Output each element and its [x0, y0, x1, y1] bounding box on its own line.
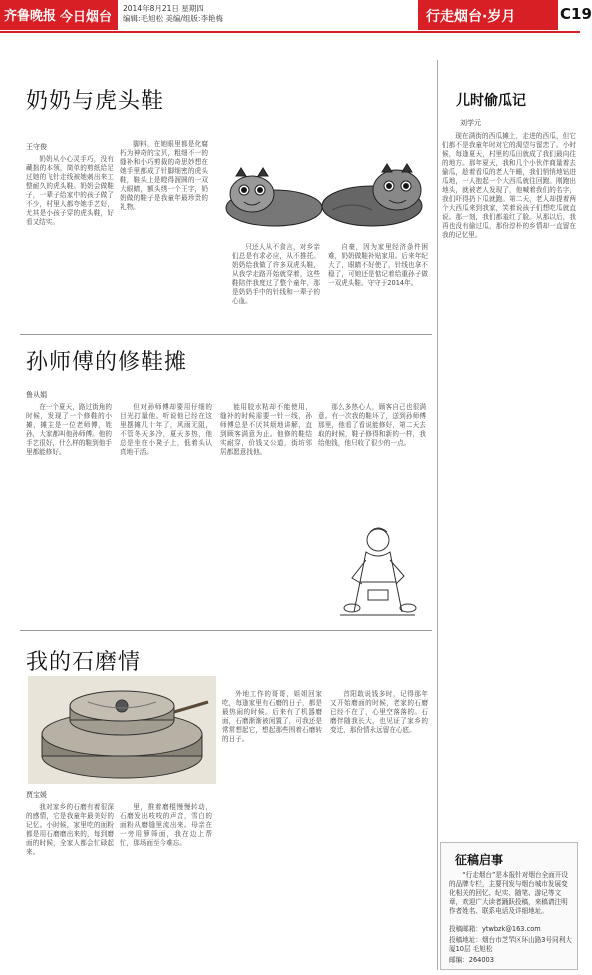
article-text-column — [328, 243, 428, 328]
article-text-column — [120, 140, 208, 325]
notice-body: “行走烟台”是本报针对烟台全面开设的品牌专栏，主要刊发与烟台城市发展变化相关的回忆、纪实、随笔、游记等文章，欢迎广大读者踊跃投稿，来稿请注明作者姓名、联系电话及详细地址。 — [449, 871, 568, 915]
section-name: 今日烟台 — [60, 10, 113, 25]
tiger-shoes-illustration — [222, 150, 427, 235]
article-text-column — [26, 155, 114, 325]
article-author-grandma: 王守俊 — [26, 143, 47, 151]
article-author-cobbler: 鲁从娟 — [26, 391, 47, 399]
article-text-column — [26, 403, 112, 621]
issue-date: 2014年8月21日 星期四 — [123, 4, 204, 13]
notice-address: 投稿地址：烟台市芝罘区环山路3号同利大厦10层 毛旭松 — [449, 936, 572, 953]
article-paragraph: 我对家乡的石磨有着很深的感情，它是我童年最美好的记忆。小时候，家里吃的面粉都是用石磨磨出来的，每到磨面的时候，全家人都会忙碌起来。 — [26, 803, 114, 856]
cobbler-illustration — [330, 520, 425, 622]
masthead-rule — [0, 31, 580, 33]
sidebar-divider — [437, 60, 438, 970]
article-author-millstone: 贾宝媛 — [26, 791, 47, 799]
article-title-grandma: 奶奶与虎头鞋 — [26, 89, 165, 114]
article-text-column — [120, 403, 212, 621]
article-paragraph: 首阳敢说钱多时，记得那年又开始磨面的时候，老家的石磨已经不在了，心里空落落的。石磨伴随我长大，也见证了家乡的变迁，那份情永远留在心底。 — [330, 690, 428, 734]
page-number: C19 — [560, 5, 592, 23]
article-paragraph: 脚料，在她眼里都是化腐朽为神奇的宝贝，粗细不一的缝补和小巧剪裁的奇思妙想在她手里都成了针脚细密的虎头鞋，鞋头上是瞪得溜圆的一双大眼睛，额头绣一个王字，奶奶做的鞋子是我童年最珍贵的礼物。 — [120, 140, 208, 211]
article-paragraph: 那么多热心人，顾客自己也很满意。有一次我的鞋坏了，送到孙师傅那里，他看了看说能修好，第二天去取的时候，鞋子修得和新的一样，我给他钱，他只收了很少的一点。 — [318, 403, 426, 447]
article-text-column — [222, 690, 322, 970]
section-divider — [20, 334, 432, 335]
article-paragraph: 只还人从不食言，对乡亲们总是有求必应，从不推托。奶奶给我做了许多双虎头鞋，从我学走路开始就穿着，这些鞋陪伴我度过了整个童年，那是奶奶手中的针线和一辈子的心血。 — [232, 243, 320, 305]
article-paragraph: 里，推着磨棍慢慢转动，石磨发出吱吱的声音，雪白的面粉从磨缝里流出来。母亲在一旁用箩筛面，我在边上帮忙，那场面至今难忘。 — [120, 803, 212, 847]
notice-zip: 邮编：264003 — [449, 956, 494, 964]
article-title-millstone: 我的石磨情 — [26, 650, 142, 675]
notice-email: 投稿邮箱：ytwbzk@163.com — [449, 925, 541, 933]
newspaper-logo: 齐鲁晚报 — [4, 9, 57, 24]
sidebar-article-author: 刘学元 — [460, 119, 481, 127]
notice-title: 征稿启事 — [455, 853, 504, 867]
article-paragraph: 现在满街的西瓜摊上，走进的西瓜，但它们都不是我童年时对它的渴望与留恋了。小时候，每逢夏天，村里的瓜田就成了我们最向往的地方。那年夏天，我和几个小伙伴商量着去偷瓜，趁着看瓜的老人午睡，我们悄悄地钻进瓜地，一人抱起一个大西瓜就往回跑。刚跑出地头，就被老人发现了，他喊着我们的名字，我们吓得扔下瓜就跑。第二天，老人却提着两个大西瓜来到我家，笑着说孩子们想吃瓜就直说。那一刻，我们都羞红了脸。从那以后，我再也没有偷过瓜，那份淳朴的乡情却一直留在我的记忆里。 — [442, 132, 576, 239]
column-name: 行走烟台·岁月 — [426, 9, 516, 25]
article-text-column — [26, 803, 114, 970]
sidebar-article-body — [442, 132, 576, 832]
issue-meta — [123, 4, 223, 24]
article-paragraph: 能用胶水粘却不能使用，缝补的时候需要一针一线，孙师傅总是不厌其烦地讲解，直到顾客满意为止。他修的鞋结实耐穿，价钱又公道，街坊邻居都愿意找他。 — [220, 403, 312, 456]
article-text-column — [318, 403, 426, 513]
article-paragraph: 外地工作的哥哥，姐姐回家吃，每逢家里有石磨的日子，都是最热闹的时候。后来有了机器磨面，石磨渐渐被闲置了，可我还是常常想起它，想起那些围着石磨转的日子。 — [222, 690, 322, 743]
article-paragraph: 奶奶从小心灵手巧，没有藏拙的本领，简单的剪纸给足过她的飞针走线被她刺出来工整耐久的虎头鞋。奶奶会做鞋子，一辈子给家中的孩子做了不少，村里人都夸她手艺好，尤其是小孩子穿的虎头鞋，好看又结实。 — [26, 155, 114, 226]
article-title-cobbler: 孙师傅的修鞋摊 — [26, 350, 188, 375]
editors-line: 编辑:毛旭松 美编/组版:李艳梅 — [123, 14, 223, 23]
article-paragraph: 但对孙师傅却要用仔细的目光打量他。听说他已经在这里摆摊几十年了，风雨无阻，不管冬天多冷，夏天多热，他总是坐在小凳子上，低着头认真地干活。 — [120, 403, 212, 456]
article-text-column — [232, 243, 320, 328]
article-text-column — [330, 690, 428, 970]
millstone-illustration — [28, 676, 216, 784]
call-for-papers-box — [440, 842, 578, 970]
article-paragraph: 在一个夏天，路过街角的时候，发现了一个修鞋的小摊，摊主是一位老师傅，姓孙，大家都叫他孙师傅。他的手艺很好，什么样的鞋到他手里都能修好。 — [26, 403, 112, 456]
sidebar-article-title: 儿时偷瓜记 — [456, 93, 526, 109]
article-paragraph: 自豪，因为家里经济条件困难，奶奶做鞋补贴家用。后来年纪大了，眼睛不好使了，针线也拿不稳了，可她还是惦记着给重孙子做一双虎头鞋。守守于2014年。 — [328, 243, 428, 287]
column-block — [418, 0, 558, 30]
masthead — [0, 0, 592, 30]
article-text-column — [220, 403, 312, 621]
article-text-column — [120, 803, 212, 970]
section-divider — [20, 630, 432, 631]
